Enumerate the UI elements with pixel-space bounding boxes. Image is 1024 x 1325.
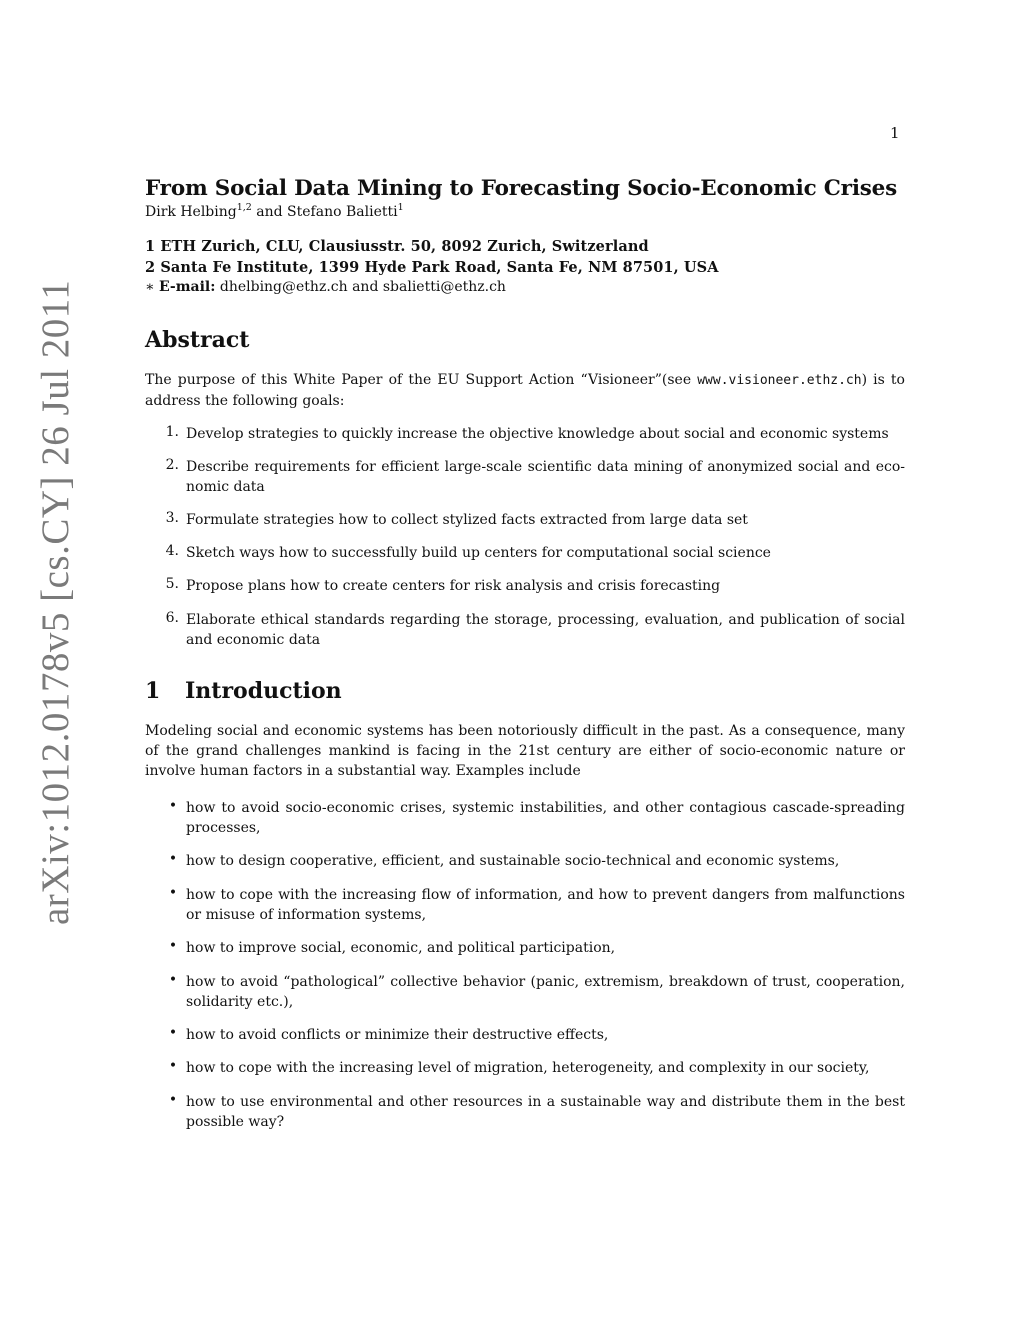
bullet-item: how to design cooperative, efficient, and sustainable socio-technical and economic systems, — [186, 853, 840, 869]
affiliation-2: 2 Santa Fe Institute, 1399 Hyde Park Road, Santa Fe, NM 87501, USA — [145, 259, 719, 276]
goal-number: 3. — [165, 510, 179, 526]
bullet-marker: • — [168, 1058, 178, 1074]
email-marker: ∗ — [145, 279, 155, 295]
goal-item: Sketch ways how to successfully build up centers for computational social science — [186, 545, 771, 561]
visioneer-link[interactable]: www.visioneer.ethz.ch — [697, 373, 862, 388]
email-addresses: dhelbing@ethz.ch and sbalietti@ethz.ch — [219, 279, 506, 295]
bullet-marker: • — [168, 1025, 178, 1041]
author-helbing-affil: 1,2 — [236, 202, 252, 213]
goal-number: 4. — [165, 543, 179, 559]
abstract-intro-tail: ) is to address the following goals: — [145, 372, 905, 409]
page-number: 1 — [890, 124, 900, 142]
goal-number: 6. — [165, 610, 179, 626]
goal-item: Elaborate ethical standards regarding the storage, processing, evaluation, and publication of social and economic data — [186, 612, 905, 648]
email-label: E-mail: — [158, 279, 216, 295]
email-line — [145, 279, 506, 295]
bullet-marker: • — [168, 798, 178, 814]
bullet-item: how to avoid “pathological” collective behavior (panic, extremism, breakdown of trust, cooperation, solidarity etc.), — [186, 974, 905, 1010]
goal-item: Propose plans how to create centers for risk analysis and crisis forecasting — [186, 578, 721, 594]
goal-number: 5. — [165, 576, 179, 592]
abstract-intro — [145, 370, 905, 411]
bullet-marker: • — [168, 972, 178, 988]
bullet-marker: • — [168, 885, 178, 901]
introduction-paragraph: Modeling social and economic systems has been notoriously difficult in the past. As a consequence, many of the grand challenges mankind is facing in the 21st century are either of socio-economic nature or involve human factors in a substantial way. Examples include — [145, 723, 905, 779]
arxiv-side-stamp: arXiv:1012.0178v5 [cs.CY] 26 Jul 2011 — [34, 279, 77, 925]
goal-number: 2. — [165, 457, 179, 473]
bullet-marker: • — [168, 938, 178, 954]
section-title: Introduction — [185, 678, 342, 704]
section-heading-introduction — [145, 678, 342, 704]
goal-item: Describe requirements for efficient large-scale scientific data mining of anonymized social and eco- nomic data — [186, 459, 905, 495]
author-balietti-affil: 1 — [397, 202, 404, 213]
goal-item: Develop strategies to quickly increase the objective knowledge about social and economic systems — [186, 426, 889, 442]
goal-number: 1. — [165, 424, 179, 440]
abstract-heading: Abstract — [145, 327, 250, 353]
bullet-item: how to improve social, economic, and political participation, — [186, 940, 616, 956]
goal-item: Formulate strategies how to collect stylized facts extracted from large data set — [186, 512, 748, 528]
abstract-intro-text: The purpose of this White Paper of the EU Support Action “Visioneer”(see — [145, 372, 698, 388]
author-balietti: and Stefano Balietti — [256, 204, 398, 220]
affiliation-1: 1 ETH Zurich, CLU, Clausiusstr. 50, 8092 Zurich, Switzerland — [145, 238, 649, 255]
bullet-item: how to avoid conflicts or minimize their destructive effects, — [186, 1027, 609, 1043]
bullet-item: how to avoid socio-economic crises, systemic instabilities, and other contagious cascade-spreading processes, — [186, 800, 905, 836]
author-line — [145, 204, 404, 220]
bullet-marker: • — [168, 1092, 178, 1108]
bullet-item: how to cope with the increasing flow of information, and how to prevent dangers from malfunctions or misuse of information systems, — [186, 887, 905, 923]
author-helbing: Dirk Helbing — [145, 204, 237, 220]
bullet-item: how to use environmental and other resources in a sustainable way and distribute them in the best possible way? — [186, 1094, 905, 1130]
bullet-item: how to cope with the increasing level of migration, heterogeneity, and complexity in our society, — [186, 1060, 870, 1076]
bullet-marker: • — [168, 851, 178, 867]
section-number: 1 — [145, 678, 161, 704]
paper-title: From Social Data Mining to Forecasting Socio-Economic Crises — [145, 176, 898, 201]
